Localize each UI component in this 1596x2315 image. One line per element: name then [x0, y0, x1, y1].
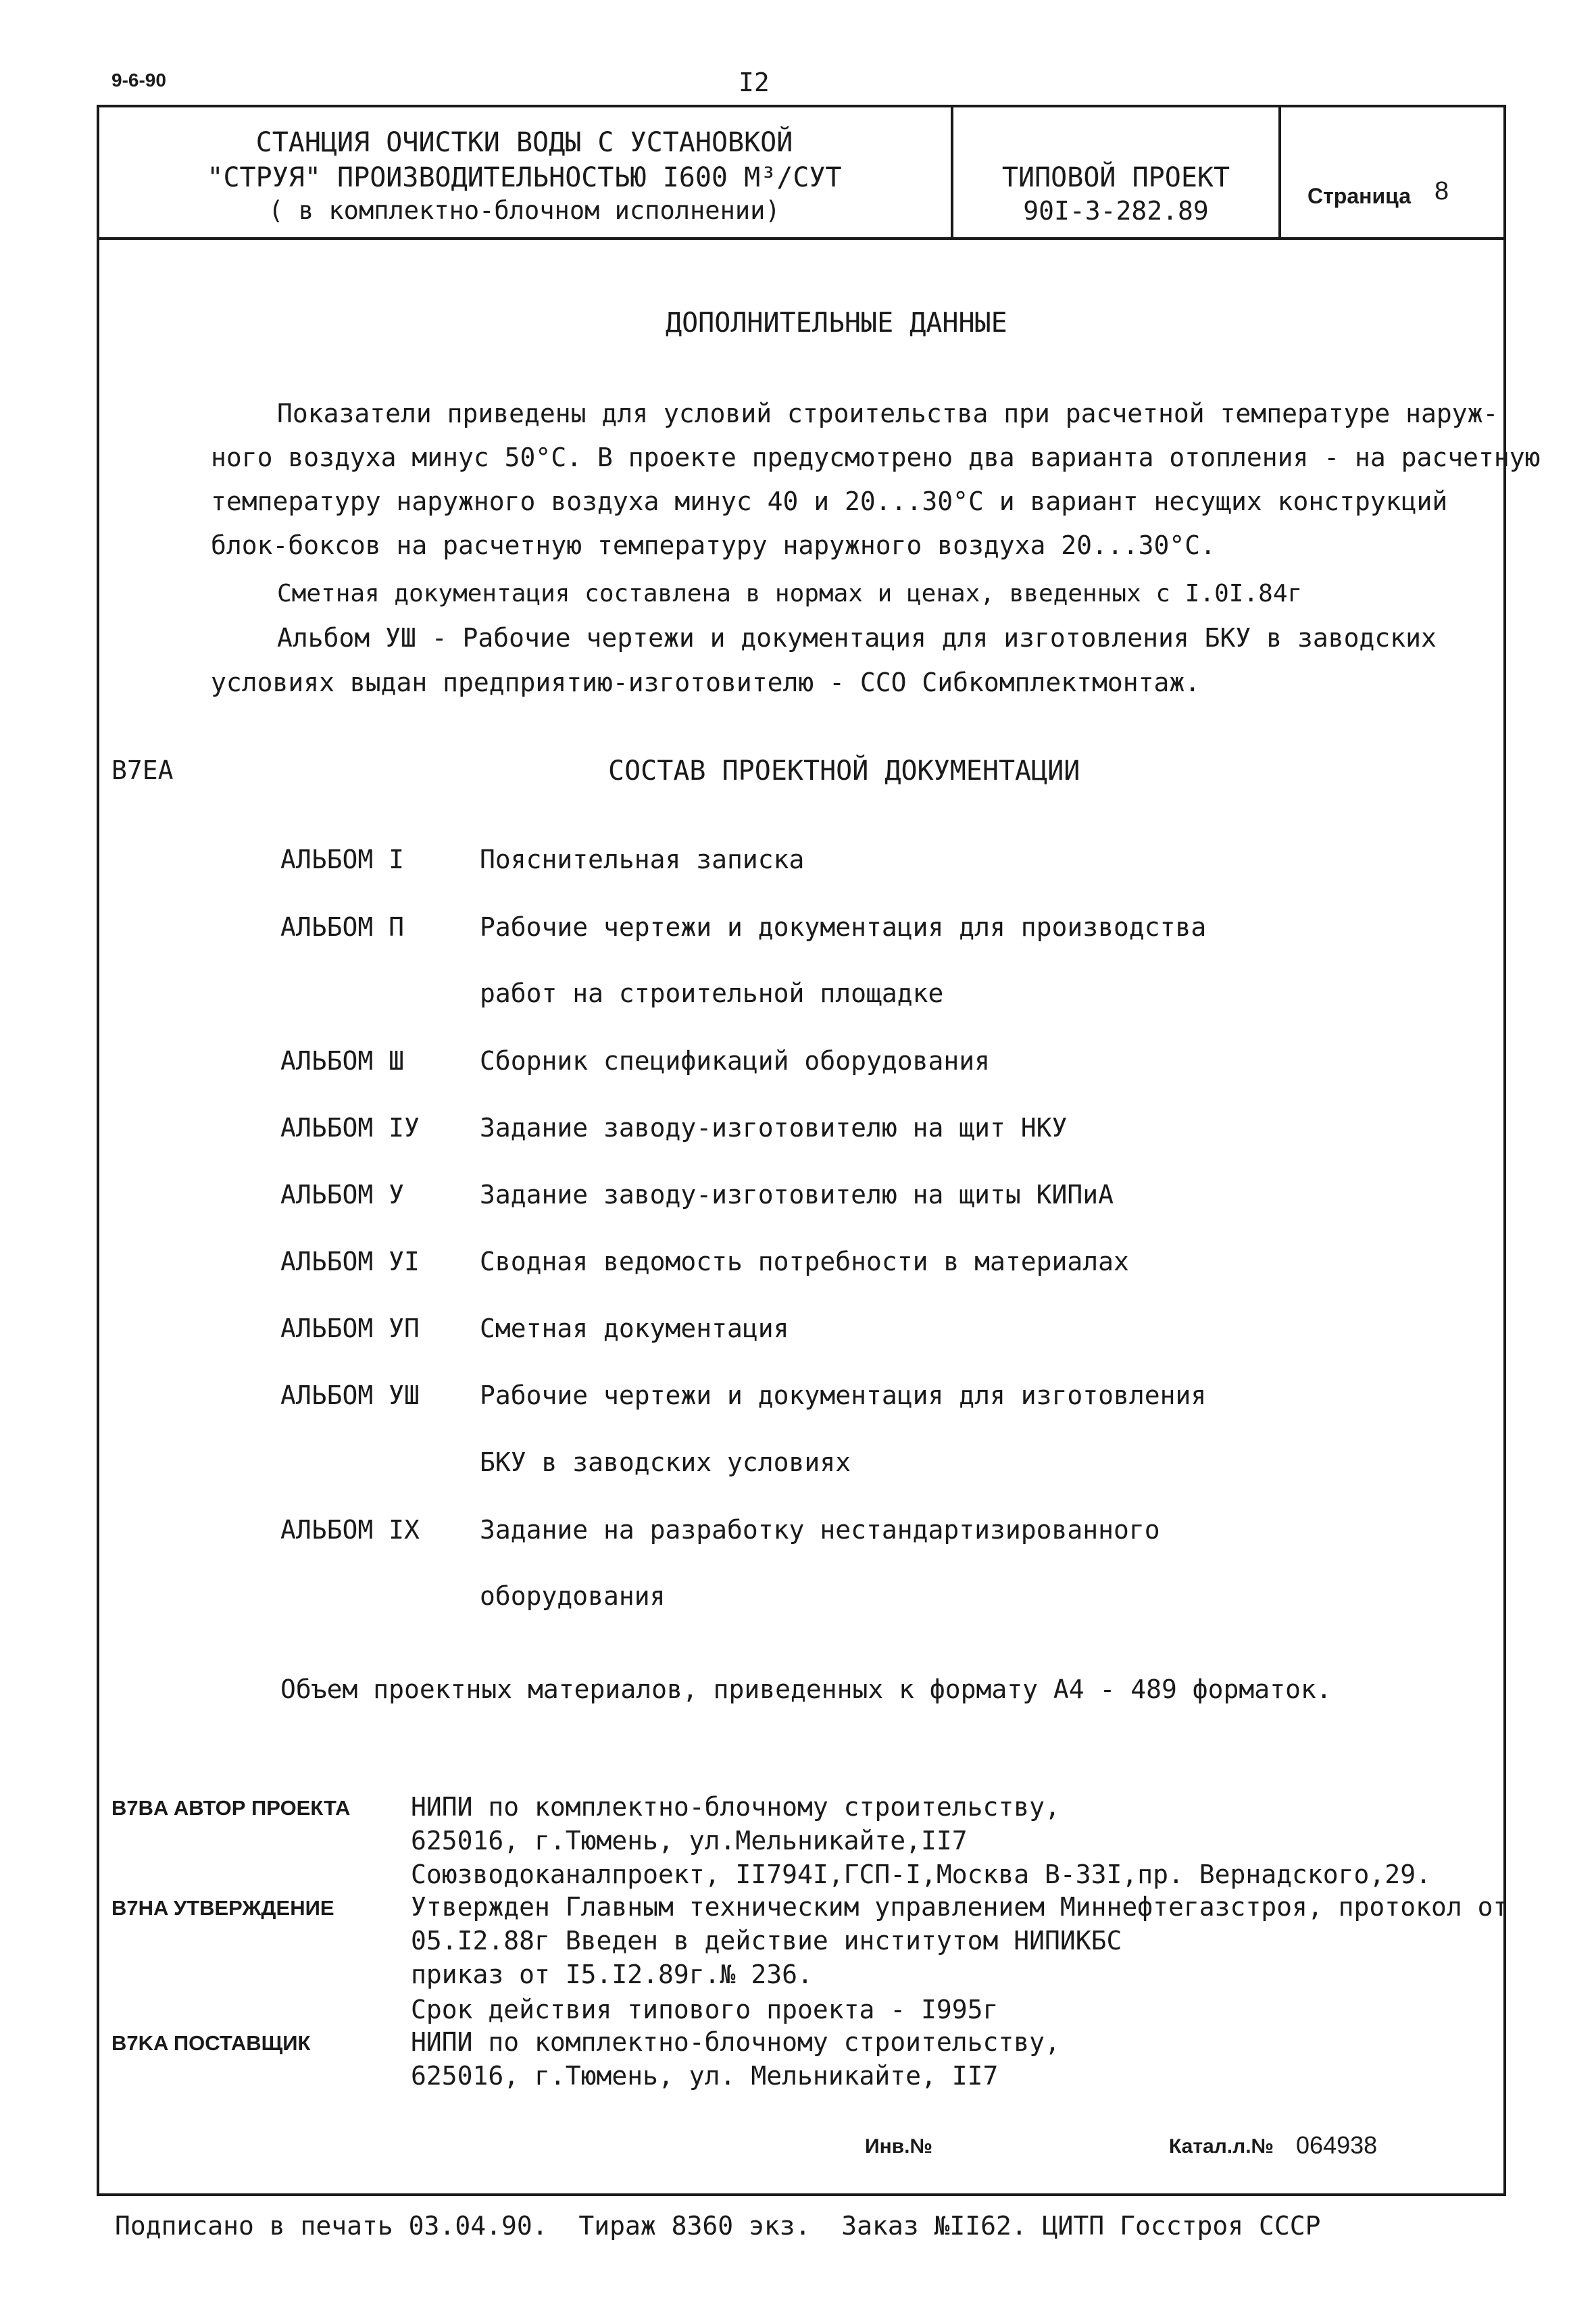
inventory-label: Инв.№: [865, 2135, 932, 2158]
paragraph-line: температуру наружного воздуха минус 40 и 20...30°С и вариант несущих конструкций: [211, 487, 1448, 516]
supplier-line: 625016, г.Тюмень, ул. Мельникайте, II7: [411, 2061, 999, 2091]
supplier-label: B7KA ПОСТАВЩИК: [111, 2031, 311, 2055]
print-info: Подписано в печать 03.04.90. Тираж 8360 экз. Заказ №II62. ЦИТП Госстроя СССР: [115, 2211, 1321, 2241]
title-block-divider: [1278, 105, 1281, 240]
approval-line: 05.I2.88г Введен в действие институтом НИПИКБС: [411, 1926, 1122, 1956]
album-label: АЛЬБОМ IХ: [280, 1515, 420, 1545]
paragraph-line: Сметная документация составлена в нормах и ценах, введенных с I.0I.84г: [277, 580, 1303, 607]
title-line-3: ( в комплектно-блочном исполнении): [268, 196, 780, 225]
album-description: Рабочие чертежи и документация для производства: [480, 912, 1207, 942]
paragraph-line: условиях выдан предприятию-изготовителю - ССО Сибкомплектмонтаж.: [211, 668, 1201, 697]
album-label: АЛЬБОМ П: [280, 912, 405, 942]
album-label: АЛЬБОМ IУ: [280, 1113, 420, 1143]
album-description: Задание заводу-изготовителю на щит НКУ: [480, 1113, 1068, 1143]
page-value: 8: [1435, 177, 1449, 205]
project-number: 90I-3-282.89: [1023, 196, 1209, 226]
album-description: Задание на разработку нестандартизированного: [480, 1515, 1160, 1545]
approval-line: приказ от I5.I2.89г.№ 236.: [411, 1960, 813, 1989]
page-label: Страница: [1307, 184, 1411, 208]
paragraph-line: Показатели приведены для условий строительства при расчетной температуре наруж-: [277, 399, 1499, 428]
album-description: Задание заводу-изготовителю на щиты КИПиА: [480, 1180, 1114, 1210]
album-description: Сметная документация: [480, 1314, 789, 1343]
title-line-1: СТАНЦИЯ ОЧИСТКИ ВОДЫ С УСТАНОВКОЙ: [255, 127, 793, 158]
composition-code: B7EA: [111, 755, 174, 785]
album-description: Сводная ведомость потребности в материалах: [480, 1247, 1129, 1276]
paragraph-line: ного воздуха минус 50°С. В проекте предусмотрено два варианта отопления - на расчетную: [211, 443, 1541, 472]
volume-note: Объем проектных материалов, приведенных к формату А4 - 489 форматок.: [280, 1674, 1332, 1704]
album-label: АЛЬБОМ УI: [280, 1247, 420, 1276]
title-line-2: "СТРУЯ" ПРОИЗВОДИТЕЛЬНОСТЬЮ I600 М³/СУТ: [207, 162, 842, 193]
album-description: работ на строительной площадке: [480, 978, 944, 1008]
document-code: 9-6-90: [111, 70, 166, 91]
author-line: НИПИ по комплектно-блочному строительству,: [411, 1792, 1060, 1822]
author-label: B7BA АВТОР ПРОЕКТА: [111, 1796, 351, 1820]
paragraph-line: блок-боксов на расчетную температуру наружного воздуха 20...30°С.: [211, 530, 1216, 560]
approval-label: B7HA УТВЕРЖДЕНИЕ: [111, 1896, 334, 1920]
paragraph-line: Альбом УШ - Рабочие чертежи и документация для изготовления БКУ в заводских: [277, 623, 1437, 653]
album-label: АЛЬБОМ У: [280, 1180, 405, 1210]
album-label: АЛЬБОМ I: [280, 845, 405, 874]
sheet-number: I2: [739, 68, 770, 97]
catalog-label: Катал.л.№: [1169, 2135, 1274, 2158]
composition-heading: СОСТАВ ПРОЕКТНОЙ ДОКУМЕНТАЦИИ: [608, 755, 1080, 787]
album-description: Пояснительная записка: [480, 845, 805, 874]
album-label: АЛЬБОМ УШ: [280, 1380, 420, 1410]
catalog-number: 064938: [1296, 2131, 1378, 2159]
album-description: оборудования: [480, 1581, 666, 1611]
author-line: 625016, г.Тюмень, ул.Мельникайте,II7: [411, 1826, 968, 1856]
approval-line: Утвержден Главным техническим управлением Миннефтегазстроя, протокол от: [411, 1892, 1509, 1922]
approval-line: Срок действия типового проекта - I995г: [411, 1995, 999, 2024]
album-description: Сборник спецификаций оборудования: [480, 1046, 990, 1076]
additional-heading: ДОПОЛНИТЕЛЬНЫЕ ДАННЫЕ: [666, 307, 1007, 339]
album-description: БКУ в заводских условиях: [480, 1447, 851, 1477]
album-description: Рабочие чертежи и документация для изготовления: [480, 1380, 1207, 1410]
project-type-label: ТИПОВОЙ ПРОЕКТ: [1001, 162, 1230, 193]
author-line: Союзводоканалпроект, II794I,ГСП-I,Москва В-33I,пр. Вернадского,29.: [411, 1860, 1431, 1889]
album-label: АЛЬБОМ Ш: [280, 1046, 405, 1076]
album-label: АЛЬБОМ УП: [280, 1314, 420, 1343]
supplier-line: НИПИ по комплектно-блочному строительству,: [411, 2027, 1060, 2057]
